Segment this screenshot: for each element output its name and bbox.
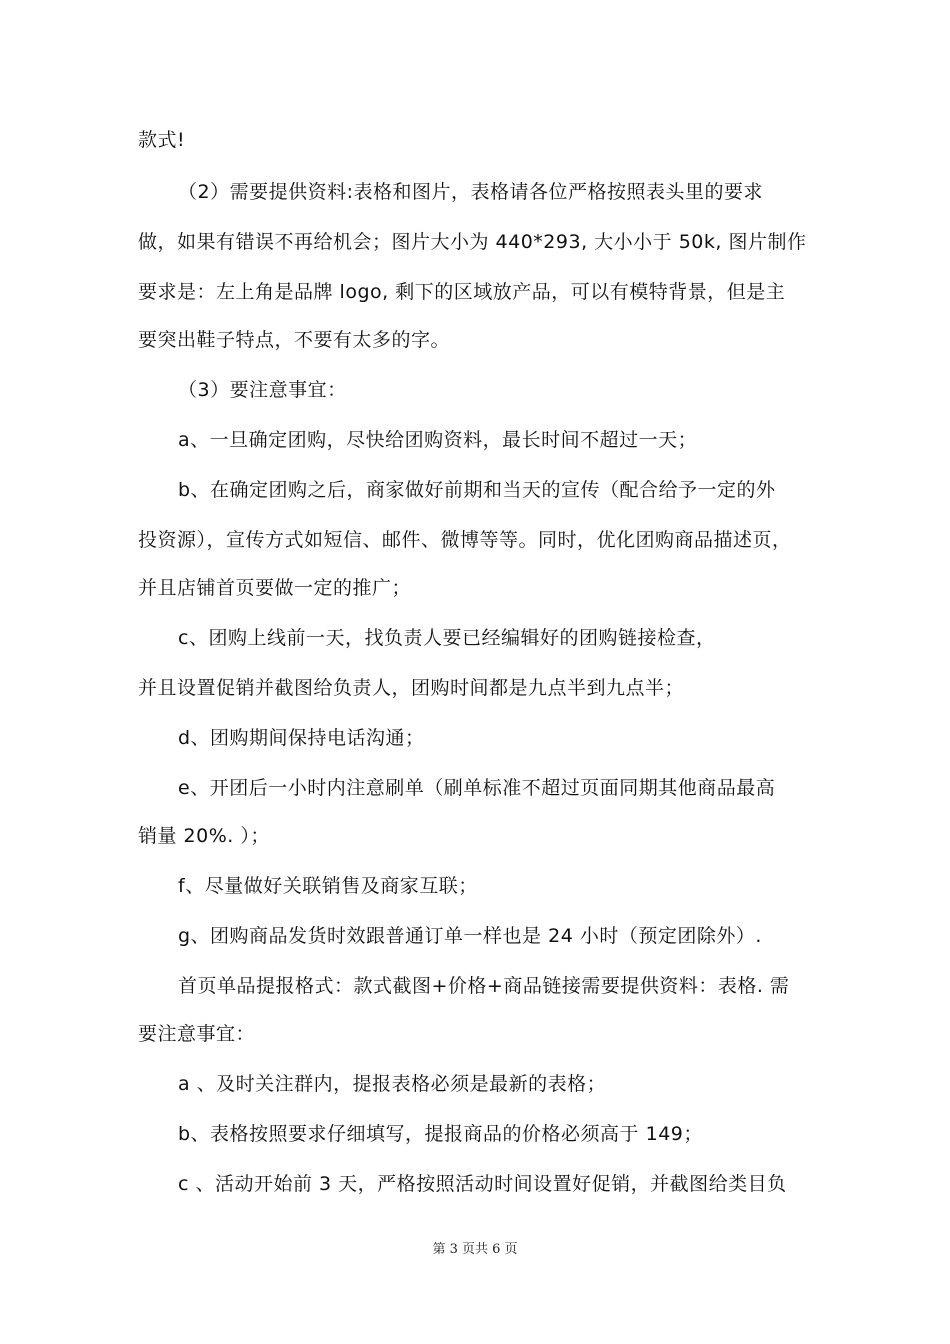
text-line: 款式!	[138, 129, 186, 151]
text-line: （3）要注意事宜：	[178, 379, 347, 401]
text-line: g、团购商品发货时效跟普通订单一样也是 24 小时（预定团除外）.	[178, 925, 762, 947]
text-line: d、团购期间保持电话沟通；	[178, 727, 425, 749]
text-line: 销量 20%. ）；	[138, 825, 270, 847]
text-line: 要求是：左上角是品牌 logo, 剩下的区域放产品，可以有模特背景，但是主	[138, 281, 786, 303]
text-line: 并且设置促销并截图给负责人，团购时间都是九点半到九点半；	[138, 677, 685, 699]
page-footer: 第 3 页共 6 页	[432, 1242, 518, 1257]
text-line: 要注意事宜：	[138, 1023, 256, 1045]
text-line: f、尽量做好关联销售及商家互联；	[178, 875, 478, 897]
text-line: 做，如果有错误不再给机会；图片大小为 440*293, 大小小于 50k, 图片制作	[138, 231, 807, 253]
text-line: a 、及时关注群内，提报表格必须是最新的表格；	[178, 1073, 607, 1095]
text-line: a、一旦确定团购，尽快给团购资料，最长时间不超过一天；	[178, 429, 698, 451]
text-line: 要突出鞋子特点，不要有太多的字。	[138, 329, 451, 351]
text-line: 并且店铺首页要做一定的推广；	[138, 577, 412, 599]
text-line: 投资源），宣传方式如短信、邮件、微博等等。同时，优化团购商品描述页，	[138, 529, 792, 551]
text-line: c、团购上线前一天，找负责人要已经编辑好的团购链接检查，	[178, 627, 716, 649]
text-line: e、开团后一小时内注意刷单（刷单标准不超过页面同期其他商品最高	[178, 777, 776, 799]
text-line: 首页单品提报格式：款式截图+价格+商品链接需要提供资料：表格. 需	[178, 975, 790, 997]
text-line: c 、活动开始前 3 天，严格按照活动时间设置好促销，并截图给类目负	[178, 1173, 787, 1195]
text-line: b、在确定团购之后，商家做好前期和当天的宣传（配合给予一定的外	[178, 479, 776, 501]
text-line: b、表格按照要求仔细填写，提报商品的价格必须高于 149；	[178, 1123, 703, 1145]
text-line: （2）需要提供资料:表格和图片，表格请各位严格按照表头里的要求	[178, 181, 763, 203]
